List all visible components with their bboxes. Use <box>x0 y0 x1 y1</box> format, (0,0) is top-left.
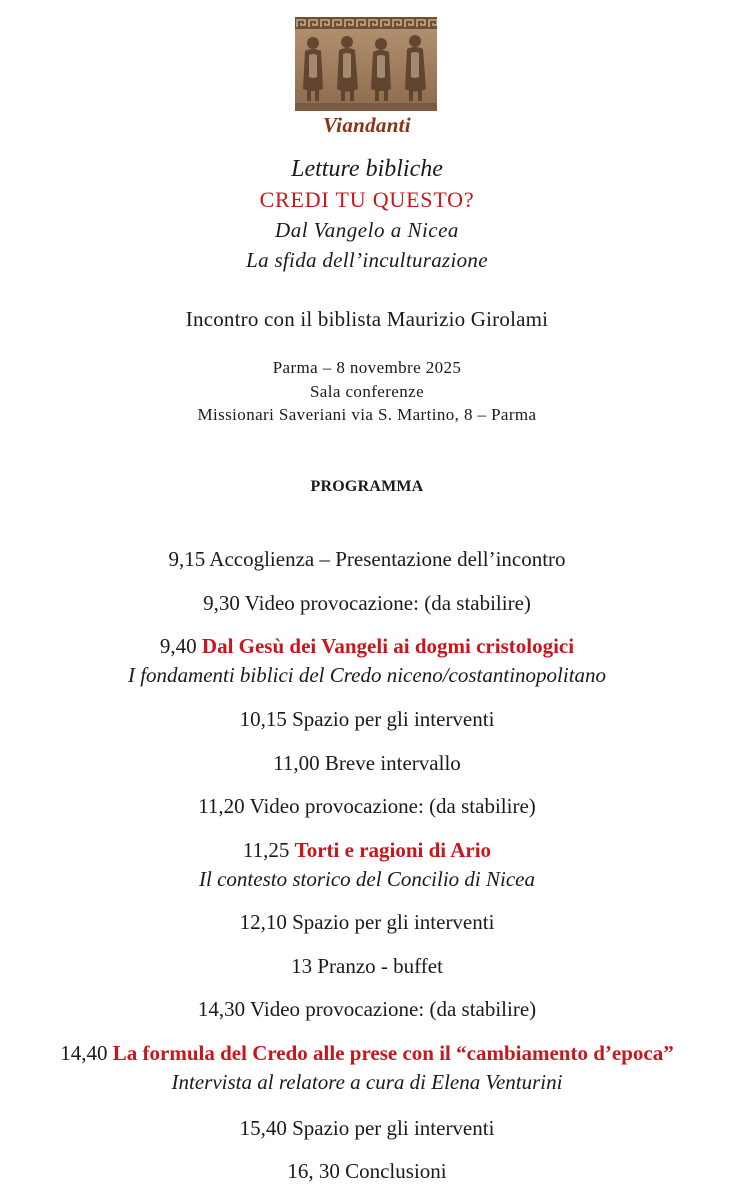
viandanti-logo <box>295 17 437 111</box>
program-item: 13 Pranzo - buffet <box>291 954 443 978</box>
program-item: 14,30 Video provocazione: (da stabilire) <box>197 997 537 1021</box>
program-item: 11,00 Breve intervallo <box>273 751 461 775</box>
brand-name: Viandanti <box>323 113 411 137</box>
program-heading: PROGRAMMA <box>310 478 424 495</box>
meeting-line: Incontro con il biblista Maurizio Girolami <box>185 307 549 331</box>
program-item: 14,40 La formula del Credo alle prese con il “cambiamento d’epoca” <box>60 1041 674 1065</box>
program-item: 10,15 Spazio per gli interventi <box>239 707 495 731</box>
program-item: 9,40 Dal Gesù dei Vangeli ai dogmi cristologici <box>159 634 575 658</box>
talk-title: La formula del Credo alle prese con il “cambiamento d’epoca” <box>112 1041 674 1065</box>
program-item: 11,20 Video provocazione: (da stabilire) <box>198 794 536 818</box>
subtitle-1: Dal Vangelo a Nicea <box>275 218 459 242</box>
talk-subtitle: Intervista al relatore a cura di Elena Venturini <box>171 1070 563 1094</box>
program-item: 12,10 Spazio per gli interventi <box>239 910 495 934</box>
program-item: 15,40 Spazio per gli interventi <box>239 1116 495 1140</box>
main-title: CREDI TU QUESTO? <box>259 187 475 212</box>
subtitle-2: La sfida dell’inculturazione <box>246 248 488 272</box>
program-item: 16, 30 Conclusioni <box>287 1159 447 1183</box>
address-line: Missionari Saveriani via S. Martino, 8 – Parma <box>197 405 537 424</box>
program-item: 9,15 Accoglienza – Presentazione dell’incontro <box>168 547 566 571</box>
series-title: Letture bibliche <box>291 156 443 182</box>
talk-subtitle: Il contesto storico del Concilio di Nicea <box>199 867 535 891</box>
talk-subtitle: I fondamenti biblici del Credo niceno/costantinopolitano <box>127 663 607 687</box>
talk-title: Torti e ragioni di Ario <box>294 838 492 862</box>
program-item: 9,30 Video provocazione: (da stabilire) <box>203 591 531 615</box>
date-line: Parma – 8 novembre 2025 <box>272 358 462 377</box>
talk-title: Dal Gesù dei Vangeli ai dogmi cristologici <box>201 634 575 658</box>
program-item: 11,25 Torti e ragioni di Ario <box>242 838 492 862</box>
room-line: Sala conferenze <box>309 382 425 401</box>
